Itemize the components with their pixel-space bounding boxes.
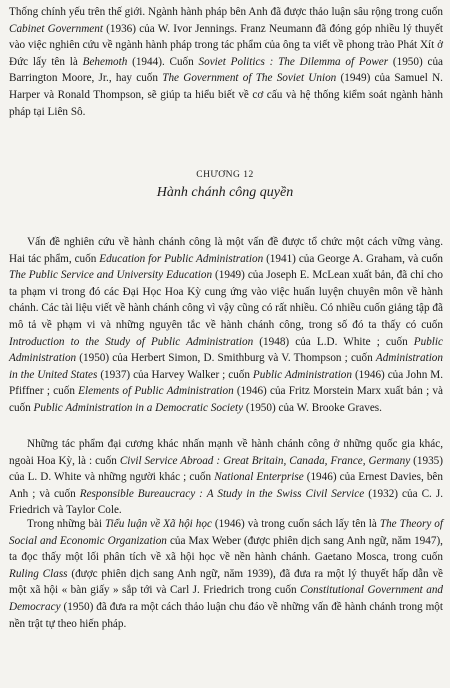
book-title-text: Administration in the United States — [9, 352, 443, 381]
book-title-text: Public Administration in a Democratic Society — [33, 401, 244, 414]
body-text: (1946) của Ernest Davies, bên Anh ; và cuốn — [9, 471, 443, 500]
book-title-text: The Theory of Social and Economic Organization — [9, 518, 443, 547]
book-title-text: The Government of The Soviet Union — [162, 72, 337, 85]
body-text: (1949) của Joseph E. McLean xuất bản, đã chỉ cho ta phạm vi trong đó các Đại Học Hoa Kỳ cung ứng vào việc huấn luyện chuyên môn về hành chánh. Các tài liệu viết về hành chánh công vì vậy cũng có rất nhiều. Có nhiều cuốn giảng tập đã mô tả về phạm vi và những nguyên tắc về hành chánh công, trong số đó ta thấy có cuốn — [9, 269, 443, 331]
book-title-text: The Public Service and University Education — [9, 269, 213, 282]
body-text: (1946) của John M. Pfiffner ; cuốn — [9, 368, 443, 398]
book-title-text: Public Administration — [9, 335, 443, 365]
body-text: (1946) của Fritz Morstein Marx xuất bản ; và cuốn — [9, 385, 443, 414]
body-text: (1950) của Herbert Simon, D. Smithburg và V. Thompson ; cuốn — [76, 352, 376, 365]
book-title-text: Behemoth — [82, 55, 128, 68]
body-text: của Max Weber (được phiên dịch sang Anh ngữ, năm 1947), ta đọc thấy một lối phân tích về xã hội học về nền hành chánh. Gaetano Mosca, trong cuốn — [9, 534, 443, 564]
body-text: (1932) của C. J. Friedrich và Taylor Cole. — [9, 487, 443, 517]
book-title-text: Introduction to the Study of Public Administration — [9, 335, 254, 348]
body-text: (1950) của Barrington Moore, Jr., hay cuốn — [9, 55, 443, 85]
body-text: (1936) của W. Ivor Jennings. Franz Neumann đã đóng góp nhiều lý thuyết vào việc nghiên cứu về ngành hành pháp trong tác phẩm của ông ta viết về phong trào Phát Xít ở Đức lấy tên là — [9, 22, 443, 68]
chapter-title: Hành chánh công quyền — [156, 185, 294, 200]
body-text: (1935) của L. D. White và những người khác ; cuốn — [9, 454, 443, 484]
body-text: (1950) đã đưa ra một cách thảo luận chu đáo về những vấn đề hành chánh trong một nền trật tự theo hiến pháp. — [9, 600, 443, 630]
book-title-text: Education for Public Administration — [99, 252, 264, 265]
body-text: Trong những bài — [27, 518, 106, 530]
book-title-text: National Enterprise — [214, 471, 304, 484]
paragraph-2 — [9, 436, 443, 519]
body-text: (1948) của L.D. White ; cuốn — [253, 335, 414, 348]
body-text: (1949) của Samuel N. Harper và Ronald Thompson, sẽ giúp ta hiểu biết về cơ cấu và hệ thống kiểm soát ngành hành pháp tại Liên Sô. — [9, 72, 443, 118]
body-text: Thống chính yếu trên thế giới. Ngành hành pháp bên Anh đã được thảo luận sâu rộng trong cuốn — [9, 6, 443, 18]
book-title-text: Public Administration — [252, 368, 352, 381]
book-title-text: Civil Service Abroad : Great Britain, Canada, France, Germany — [119, 454, 411, 467]
intro-paragraph — [9, 4, 443, 120]
body-text: (được phiên dịch sang Anh ngữ, năm 1939), đã đưa ra một lý thuyết hấp dẫn về một xã hội « bàn giấy » sắp tới và Carl J. Friedrich trong cuốn — [9, 567, 443, 597]
body-text: (1944). Cuốn — [127, 55, 199, 68]
paragraph-1 — [9, 234, 443, 417]
body-text: Những tác phẩm đại cương khác nhấn mạnh về hành chánh công ở những quốc gia khác, ngoài Hoa Kỳ, là : cuốn — [9, 438, 443, 467]
body-text: Vấn đề nghiên cứu về hành chánh công là một vấn đề được tổ chức một cách vững vàng. Hai tác phẩm, cuốn — [9, 236, 443, 265]
book-title-text: Ruling Class — [9, 567, 68, 580]
book-title-text: Soviet Politics : The Dilemma of Power — [198, 55, 389, 68]
body-text: (1937) của Harvey Walker ; cuốn — [97, 368, 253, 381]
book-title-text: Constitutional Government and Democracy — [9, 584, 444, 613]
chapter-label: CHƯƠNG 12 — [196, 170, 254, 180]
book-title-text: Cabinet Government — [9, 22, 103, 35]
book-title-text: Elements of Public Administration — [78, 385, 234, 398]
book-title-text: Tiểu luận về Xã hội học — [105, 518, 212, 530]
book-title-text: Responsible Bureaucracy : A Study in the Swiss Civil Service — [79, 487, 365, 500]
body-text: (1950) của W. Brooke Graves. — [243, 401, 382, 414]
body-text: (1946) và trong cuốn sách lấy tên là — [211, 518, 380, 530]
paragraph-3 — [9, 516, 443, 632]
body-text: (1941) của George A. Graham, và cuốn — [263, 252, 444, 265]
